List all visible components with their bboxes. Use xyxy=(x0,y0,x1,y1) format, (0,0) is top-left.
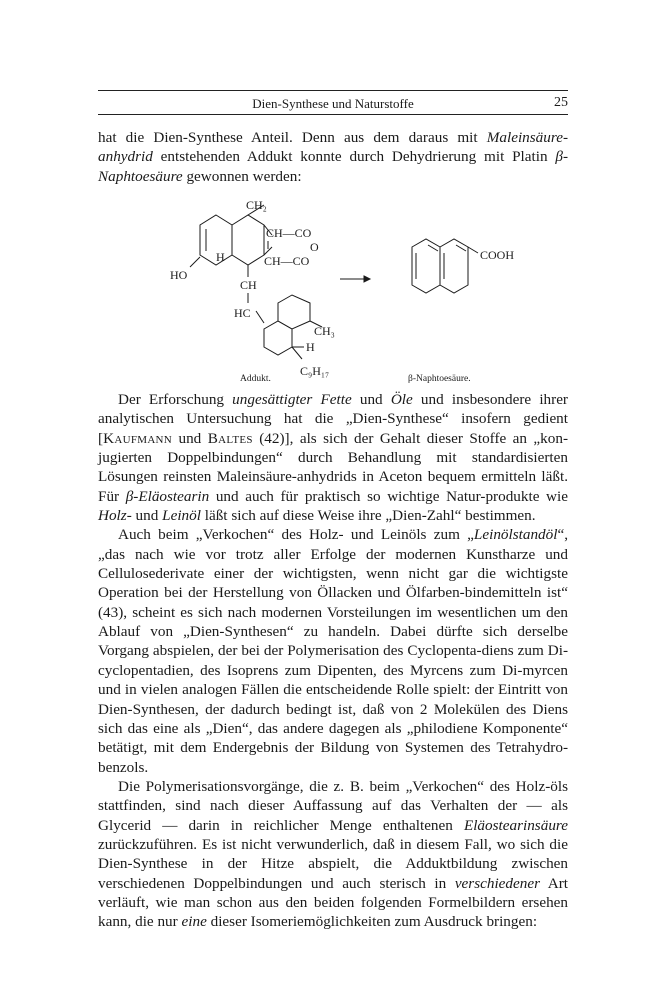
label-ch: CH xyxy=(240,278,257,292)
running-title: Dien-Synthese und Naturstoffe xyxy=(252,96,414,111)
lead-paragraph xyxy=(98,128,568,186)
label-ch-co-top: CH—CO xyxy=(266,226,312,240)
text-span: Der Erforschung xyxy=(118,391,233,408)
ring-lower-b xyxy=(264,321,292,355)
author-name: Baltes xyxy=(207,429,253,447)
text-span: (42)], als sich der Gehalt dieser Stoffe an „kon-jugierten Doppelbindungen“ durch Behandlung mit standardisierten Lösungen reinsten Maleinsäure-anhydrids in Aceton bequem ermitteln läßt. Für xyxy=(98,429,568,505)
emphasis: Leinöl xyxy=(162,507,201,525)
arrow-head xyxy=(364,276,370,282)
caption-naphtoesaeure: β-Naphtoesäure. xyxy=(408,374,471,384)
text-span: und insbesondere ihrer analytischen Untersuchung hat die „Dien-Synthese“ insofern gedient [ xyxy=(98,391,568,447)
author-name: Kaufmann xyxy=(103,429,173,447)
emphasis: β-Eläostearin xyxy=(125,487,210,505)
emphasis: Eläostearinsäure xyxy=(463,816,568,834)
formula-drawing xyxy=(160,195,520,385)
label-o: O xyxy=(310,240,319,254)
paragraph-polymerisation xyxy=(98,777,568,932)
text-span: dieser Isomeriemöglichkeiten zum Ausdruck bringen: xyxy=(206,913,538,931)
emphasis: eine xyxy=(181,913,207,931)
text-span: und xyxy=(172,429,208,447)
emphasis: Holz- xyxy=(98,507,132,525)
paragraph-verkochen xyxy=(98,525,568,776)
text-span: und auch für praktisch so wichtige Natur-produkte wie xyxy=(209,487,568,505)
text-span: “, „das nach wie vor trotz aller Erfolge der modernen Kunstharze und Cellulosederivate einer der wichtigsten, wenn nicht gar die wichtigste Operation bei der Herstellung von Öllacken und Ölfarben-bindemitteln ist“ (43), scheint es sich nach modernen Vorsteilungen im wesentlichen um den Ablauf von „Dien-Synthesen“ zu handeln. Dabei dürfte sich derselbe Vorgang abspielen, der bei der Polymerisation des Cyclopenta-diens zum Di-cyclopentadien, des Isoprens zum Dipenten, des Myrcens zum Di-myrcen und in vielen analogen Fällen die entscheidende Rolle spielt: der Eintritt von Dien-Synthesen, der dadurch bedingt ist, daß von 2 Molekülen des Diens sich das eine als „Dien“, das andere dagegen als „philodiene Komponente“ betätigt, mit dem Endergebnis der Bildung von Systemen des Tetrahydro-benzols. xyxy=(98,526,568,776)
text-span: zurückzuführen. Es ist nicht verwunderlich, daß in diesem Fall, wo sich die Dien-Synthese in der Hitze abspielt, die Adduktbildung zwischen verschiedenen Doppelbindungen und auch sterisch in xyxy=(98,835,568,892)
text-span: Art verläuft, wie man schon aus den beiden folgenden Formelbildern ersehen kann, die nur xyxy=(98,874,568,931)
header-rule xyxy=(98,114,568,115)
label-cooh: COOH xyxy=(480,248,515,262)
label-h-lower: H xyxy=(306,340,315,354)
label-ho: HO xyxy=(170,268,188,282)
ring-middle xyxy=(232,215,264,265)
text-span: und xyxy=(131,507,163,525)
emphasis: ungesättigter Fette xyxy=(232,391,352,408)
page-number: 25 xyxy=(554,95,568,110)
text-span: Die Polymerisationsvorgänge, die z. B. beim „Verkochen“ des Holz-öls stattfinden, sind nach dieser Auffassung auf das Verhalten der — als Glycerid — darin in reichlicher Menge enthaltenen xyxy=(98,777,568,834)
emphasis: Maleinsäure-anhydrid xyxy=(98,129,568,166)
emphasis: verschiedener xyxy=(454,874,540,892)
emphasis: Öle xyxy=(390,391,413,408)
paragraph-fette xyxy=(98,390,568,525)
text-span: gewonnen werden: xyxy=(182,167,302,185)
label-ch2: CH₂ xyxy=(246,198,267,212)
emphasis: β-Naphtoesäure xyxy=(98,148,568,185)
label-ch3: CH₃ xyxy=(314,324,335,338)
label-hc: HC xyxy=(234,306,251,320)
label-h: H xyxy=(216,250,225,264)
emphasis: Leinölstandöl xyxy=(473,526,558,544)
text-span: entstehenden Addukt konnte durch Dehydrierung mit Platin xyxy=(152,148,556,166)
text-span: hat die Dien-Synthese Anteil. Denn aus dem daraus mit xyxy=(98,129,487,146)
text-span: läßt sich auf diese Weise ihre „Dien-Zahl“ bestimmen. xyxy=(200,507,536,525)
caption-addukt: Addukt. xyxy=(240,374,271,384)
text-span: und xyxy=(351,391,391,408)
reaction-formula xyxy=(160,195,520,385)
main-text xyxy=(98,390,568,932)
label-ch-co-bottom: CH—CO xyxy=(264,254,310,268)
text-span: Auch beim „Verkochen“ des Holz- und Leinöls zum „ xyxy=(118,526,474,544)
label-c9h17: C₉H₁₇ xyxy=(300,364,330,378)
top-rule xyxy=(98,90,568,91)
